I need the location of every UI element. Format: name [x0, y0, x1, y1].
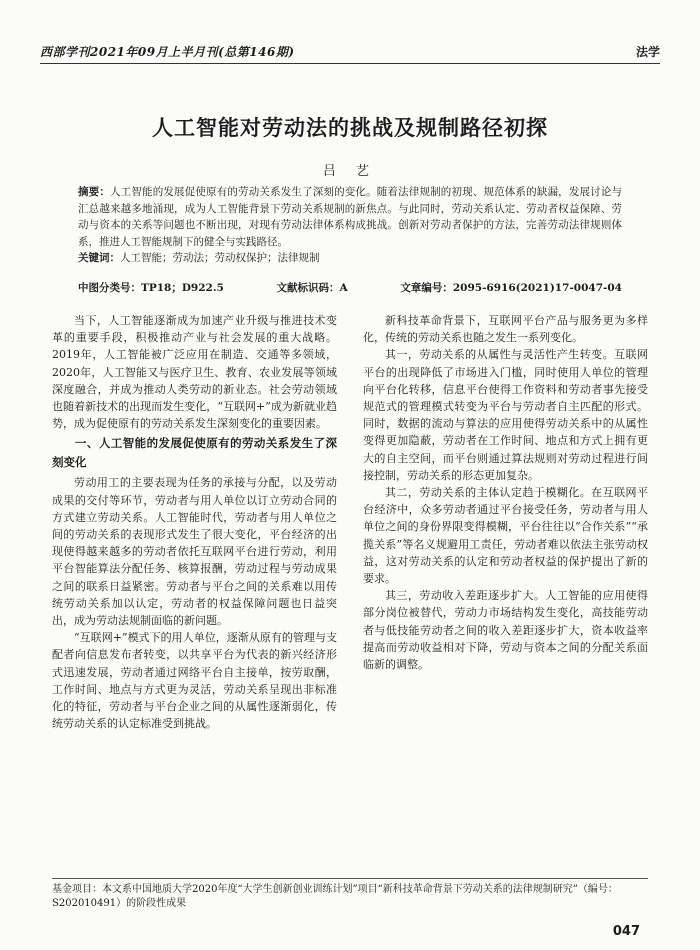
body-paragraph: 劳动用工的主要表现为任务的承接与分配，以及劳动成果的交付等环节，劳动者与用人单位以订立劳动合同的方式建立劳动关系。人工智能时代，劳动者与用人单位之间的劳动关系的表现形式发生了很大变化，平台经济的出现使得越来越多的劳动者依托互联网平台进行劳动，利用平台智能算法分配任务、核算报酬，劳动过程与劳动成果之间的联系日益紧密。劳动者与平台之间的关系难以用传统劳动关系加以认定，劳动者的权益保障问题也日益突出，成为劳动法规制面临的新问题。 [52, 476, 337, 628]
document-code: 文献标识码：A [276, 282, 348, 294]
abstract [78, 184, 622, 250]
clc-number: 中图分类号：TP18；D922.5 [78, 282, 224, 294]
keywords [78, 250, 622, 267]
keywords-label: 关键词： [78, 252, 120, 264]
left-column [52, 312, 337, 867]
keywords-text: 人工智能；劳动法；劳动权保护；法律规制 [120, 252, 320, 264]
abstract-label: 摘要： [78, 186, 111, 198]
body-paragraph: 其一，劳动关系的从属性与灵活性产生转变。互联网平台的出现降低了市场进入门槛，同时使用人单位的管理向平台化转移，信息平台使得工作资料和劳动者事先接受规范式的管理模式转变为平台与劳动者自主匹配的形式。同时，数据的流动与算法的应用使得劳动关系中的从属性变得更加隐蔽，劳动者在工作时间、地点和方式上拥有更大的自主空间，而平台则通过算法规则对劳动过程进行间接控制，劳动关系的形态更加复杂。 [363, 348, 648, 482]
section-tag: 法学 [635, 45, 660, 59]
body-paragraph: 其三，劳动收入差距逐步扩大。人工智能的应用使得部分岗位被替代，劳动力市场结构发生变化，高技能劳动者与低技能劳动者之间的收入差距逐步扩大，资本收益率提高而劳动收益相对下降，劳动与资本之间的分配关系面临新的调整。 [363, 589, 648, 672]
article-number: 文章编号：2095-6916(2021)17-0047-04 [400, 282, 622, 294]
article-title: 人工智能对劳动法的挑战及规制路径初探 [152, 116, 548, 140]
body-paragraph: 新科技革命背景下，互联网平台产品与服务更为多样化，传统的劳动关系也随之发生一系列变化。 [363, 314, 648, 345]
body-paragraph: 其二，劳动关系的主体认定趋于模糊化。在互联网平台经济中，众多劳动者通过平台接受任务，劳动者与用人单位之间的身份界限变得模糊，平台往往以“合作关系”“承揽关系”等名义规避用工责任，劳动者难以依法主张劳动权益，这对劳动关系的认定和劳动者权益的保护提出了新的要求。 [363, 486, 648, 586]
section-heading: 一、人工智能的发展促使原有的劳动关系发生了深刻变化 [52, 436, 337, 470]
classification-line [78, 280, 622, 295]
body-paragraph: “互联网+”模式下的用人单位，逐渐从原有的管理与支配者向信息发布者转变，以共享平台为代表的新兴经济形式迅速发展，劳动者通过网络平台自主接单，按劳取酬，工作时间、地点与方式更为灵活，劳动关系呈现出非标准化的特征，劳动者与平台企业之间的从属性逐渐弱化，传统劳动关系的认定标准受到挑战。 [52, 631, 337, 731]
author-name: 吕 艺 [322, 164, 378, 179]
abstract-block [78, 184, 622, 267]
funding-footnote: 基金项目：本文系中国地质大学2020年度“大学生创新创业训练计划”项目“新科技革命背景下劳动关系的法律规制研究”（编号：S202010491）的阶段性成果 [52, 878, 648, 911]
abstract-text: 人工智能的发展促使原有的劳动关系发生了深刻的变化。随着法律规制的初现、规范体系的缺漏，发展讨论与汇总越来越多地涌现，成为人工智能背景下劳动关系规制的新焦点。与此同时，劳动关系认定、劳动者权益保障、劳动与资本的关系等问题也不断出现，对现有劳动法律体系构成挑战。创新对劳动者保护的方法，完善劳动法律规则体系，推进人工智能规制下的健全与实践路径。 [78, 186, 623, 248]
body-paragraph: 当下，人工智能逐渐成为加速产业升级与推进技术变革的重要手段，积极推动产业与社会发展的重大战略。2019年，人工智能被广泛应用在制造、交通等多领域，2020年，人工智能又与医疗卫生、教育、农业发展等领域深度融合，并成为推动人类劳动的新业态。社会劳动领域也随着新技术的出现而发生变化，“互联网+”成为新就业趋势，成为促使原有的劳动关系发生深刻变化的重要因素。 [52, 314, 337, 431]
body-columns [52, 312, 648, 867]
right-column [363, 312, 648, 867]
running-header [40, 38, 660, 64]
journal-name: 西部学刊2021年09月上半月刊(总第146期) [40, 45, 295, 59]
page-number: 047 [612, 924, 640, 939]
